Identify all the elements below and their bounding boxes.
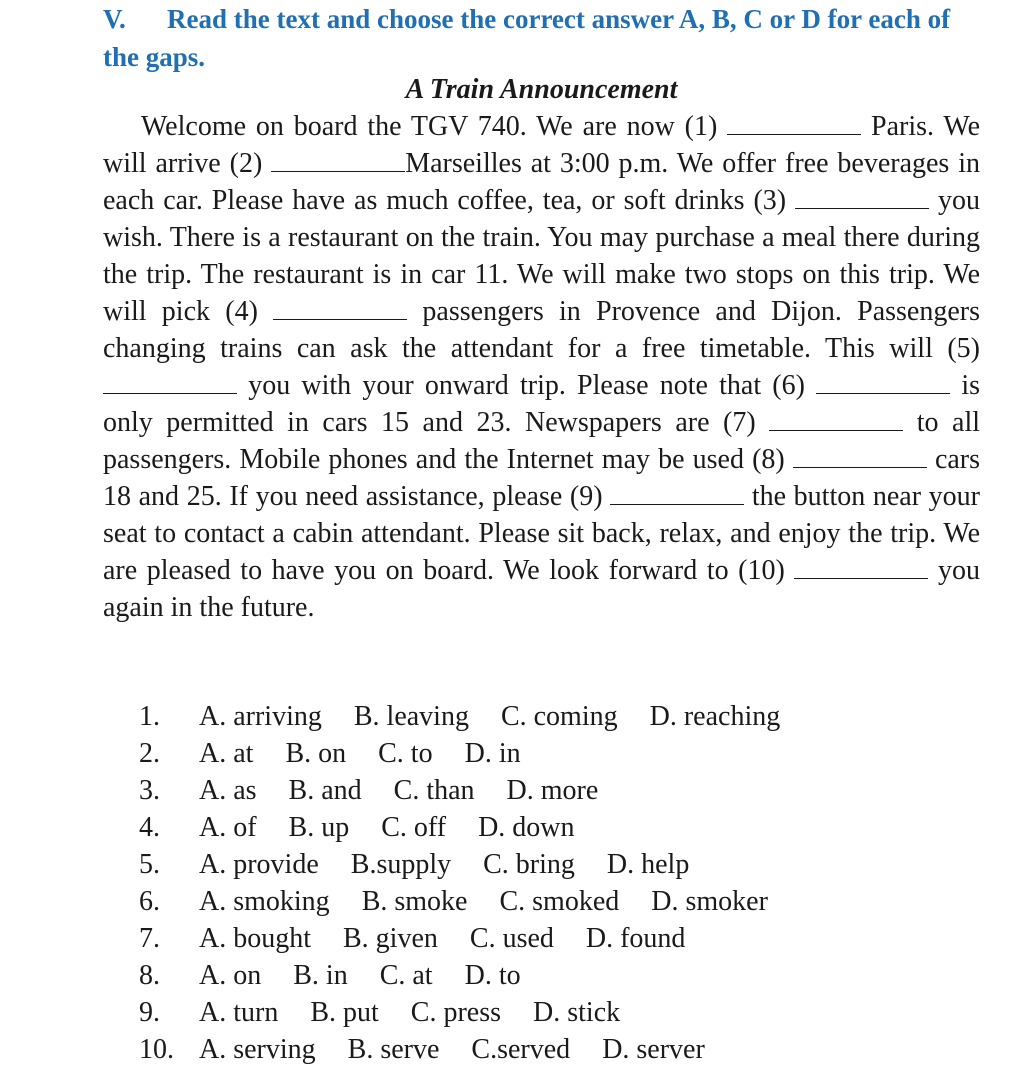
question-item bbox=[139, 883, 980, 920]
passage-segment-5: passengers in Provence and Dijon. Passengers changing trains can ask the attendant for a free timetable. This will (5) bbox=[103, 296, 980, 364]
passage-title: A Train Announcement bbox=[405, 74, 678, 105]
option-d: D. help bbox=[606, 849, 690, 880]
option-a: A. bought bbox=[199, 923, 311, 954]
gap-6 bbox=[816, 371, 950, 394]
gap-2 bbox=[271, 149, 405, 172]
question-number: 5. bbox=[139, 849, 160, 880]
gap-3 bbox=[795, 186, 929, 209]
gap-10 bbox=[794, 556, 928, 579]
option-c: C. used bbox=[469, 923, 554, 954]
option-a: A. smoking bbox=[199, 886, 330, 917]
option-c: C. off bbox=[381, 812, 447, 843]
question-number: 6. bbox=[139, 886, 160, 917]
question-item bbox=[139, 735, 980, 772]
passage-segment-8: to all passengers. Mobile phones and the Internet may be used (8) bbox=[103, 407, 981, 475]
option-c: C. coming bbox=[500, 701, 618, 732]
exercise-heading bbox=[103, 0, 980, 76]
option-c: C.served bbox=[471, 1034, 571, 1065]
gap-4 bbox=[273, 297, 407, 320]
question-item bbox=[139, 920, 980, 957]
question-item bbox=[139, 809, 980, 846]
gap-1 bbox=[727, 112, 861, 135]
option-d: D. server bbox=[602, 1034, 705, 1065]
option-b: B. put bbox=[310, 997, 379, 1028]
option-d: D. more bbox=[506, 775, 599, 806]
passage-segment-11: you again in the future. bbox=[103, 555, 981, 623]
option-a: A. arriving bbox=[199, 701, 322, 732]
option-a: A. as bbox=[199, 775, 257, 806]
option-c: C. than bbox=[393, 775, 475, 806]
question-number: 2. bbox=[139, 738, 160, 769]
option-d: D. found bbox=[585, 923, 686, 954]
question-item bbox=[139, 846, 980, 883]
exercise-instruction: Read the text and choose the correct answer A, B, C or D for each of the gaps. bbox=[103, 4, 951, 72]
option-a: A. provide bbox=[199, 849, 319, 880]
passage-segment-2: Paris. We will arrive (2) bbox=[103, 111, 981, 179]
option-b: B. given bbox=[343, 923, 438, 954]
passage-segment-1: Welcome on board the TGV 740. We are now (1) bbox=[141, 111, 718, 142]
option-b: B. up bbox=[288, 812, 350, 843]
question-number: 7. bbox=[139, 923, 160, 954]
passage-segment-3: Marseilles at 3:00 p.m. We offer free beverages in each car. Please have as much coffee, tea, or soft drinks (3) bbox=[103, 148, 981, 216]
option-a: A. turn bbox=[199, 997, 279, 1028]
question-number: 9. bbox=[139, 997, 160, 1028]
option-d: D. down bbox=[478, 812, 575, 843]
gap-8 bbox=[793, 445, 927, 468]
option-a: A. serving bbox=[199, 1034, 316, 1065]
passage-segment-4: you wish. There is a restaurant on the train. You may purchase a meal there during the trip. The restaurant is in car 11. We will make two stops on this trip. We will pick (4) bbox=[103, 185, 981, 327]
option-b: B. and bbox=[288, 775, 362, 806]
option-b: B.supply bbox=[350, 849, 452, 880]
question-item bbox=[139, 1031, 980, 1068]
question-number: 1. bbox=[139, 701, 160, 732]
passage-text bbox=[103, 108, 980, 626]
option-c: C. to bbox=[378, 738, 433, 769]
question-number: 4. bbox=[139, 812, 160, 843]
passage-segment-10: the button near your seat to contact a cabin attendant. Please sit back, relax, and enjoy the trip. We are pleased to have you on board. We look forward to (10) bbox=[103, 481, 981, 586]
passage-segment-9: cars 18 and 25. If you need assistance, please (9) bbox=[103, 444, 981, 512]
question-number: 3. bbox=[139, 775, 160, 806]
option-d: D. stick bbox=[533, 997, 621, 1028]
option-d: D. smoker bbox=[651, 886, 768, 917]
option-a: A. on bbox=[199, 960, 262, 991]
option-a: A. at bbox=[199, 738, 254, 769]
question-item bbox=[139, 772, 980, 809]
question-item bbox=[139, 994, 980, 1031]
option-c: C. press bbox=[410, 997, 502, 1028]
option-d: D. in bbox=[464, 738, 521, 769]
option-c: C. bring bbox=[483, 849, 575, 880]
question-list bbox=[139, 698, 980, 1068]
gap-5 bbox=[103, 371, 237, 394]
option-b: B. leaving bbox=[353, 701, 469, 732]
question-item bbox=[139, 957, 980, 994]
option-c: C. smoked bbox=[499, 886, 620, 917]
exercise-number: V. bbox=[103, 4, 126, 34]
option-a: A. of bbox=[199, 812, 257, 843]
question-item bbox=[139, 698, 980, 735]
passage-segment-7: is only permitted in cars 15 and 23. Newspapers are (7) bbox=[103, 370, 981, 438]
option-d: D. reaching bbox=[649, 701, 781, 732]
option-d: D. to bbox=[464, 960, 521, 991]
question-number: 10. bbox=[139, 1034, 174, 1065]
option-b: B. serve bbox=[347, 1034, 440, 1065]
option-b: B. smoke bbox=[361, 886, 468, 917]
option-b: B. on bbox=[285, 738, 347, 769]
question-number: 8. bbox=[139, 960, 160, 991]
gap-9 bbox=[610, 482, 744, 505]
gap-7 bbox=[769, 408, 903, 431]
option-b: B. in bbox=[293, 960, 348, 991]
option-c: C. at bbox=[379, 960, 433, 991]
passage-segment-6: you with your onward trip. Please note that (6) bbox=[248, 370, 805, 401]
